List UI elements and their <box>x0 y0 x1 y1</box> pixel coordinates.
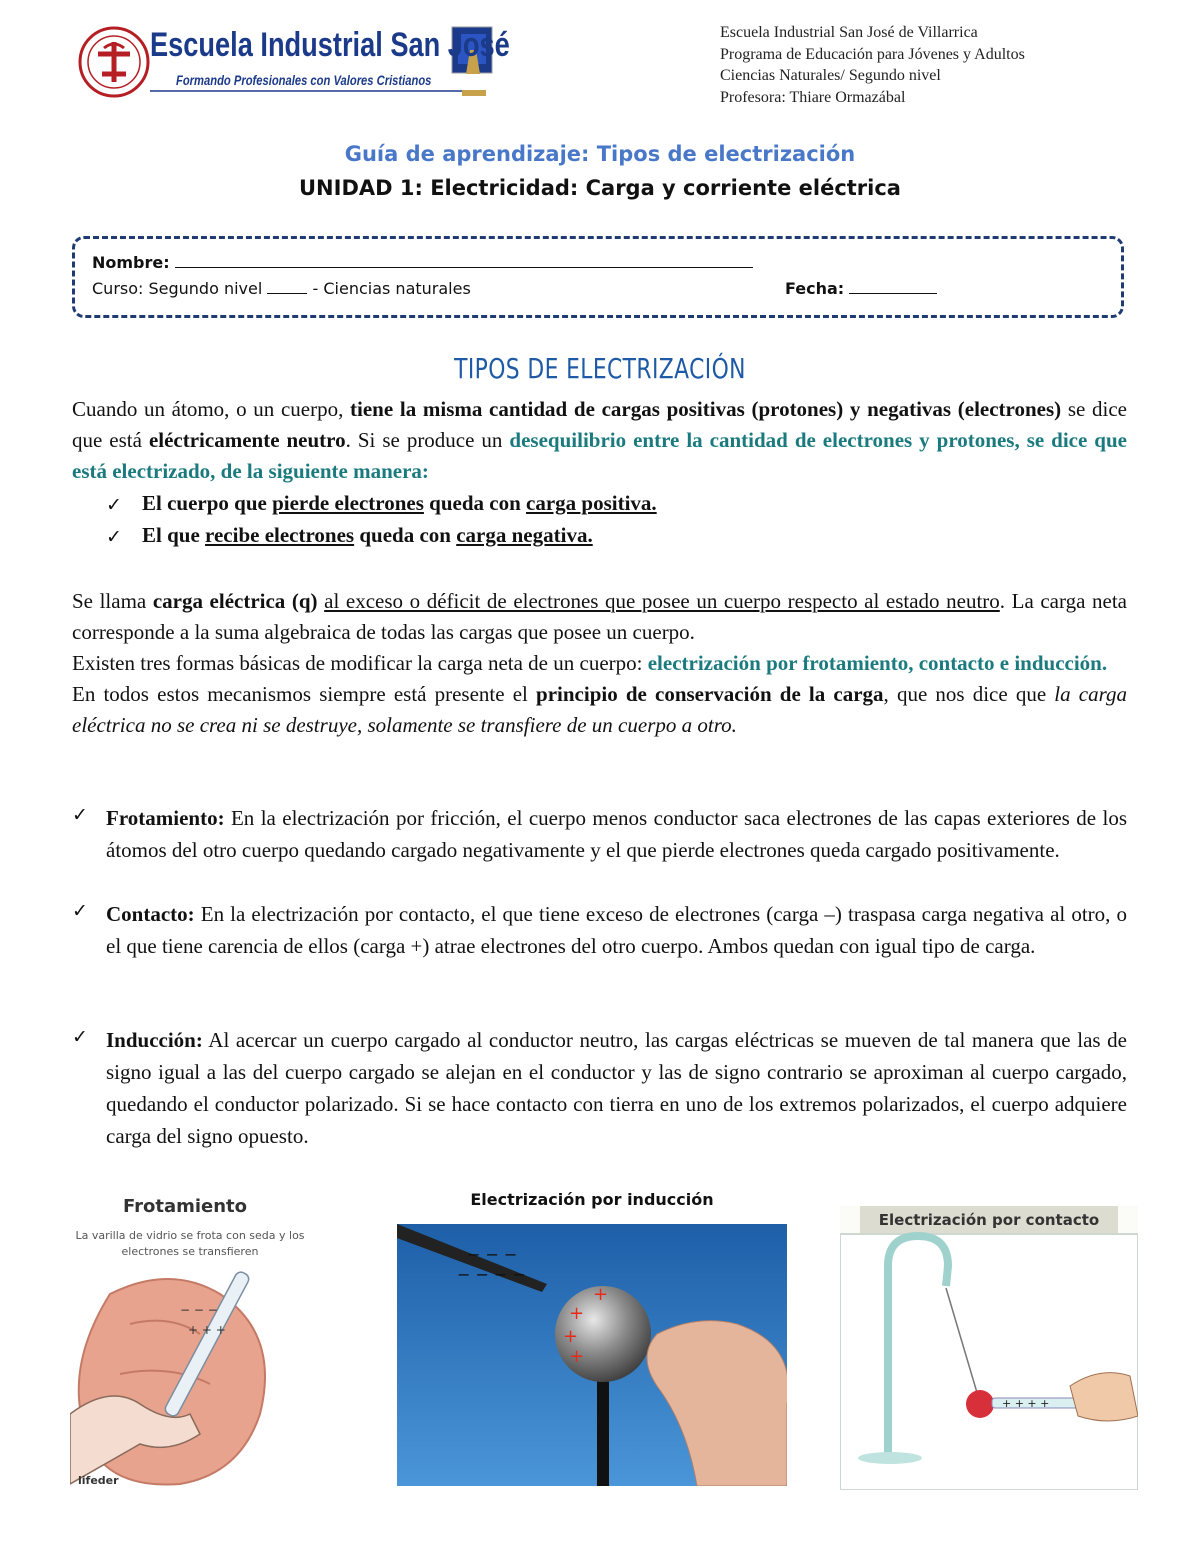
checkmark-icon: ✓ <box>72 804 88 826</box>
svg-text:− − −: − − − <box>180 1303 218 1317</box>
friction-illustration <box>70 1188 320 1488</box>
svg-text:+ + + +: + + + + <box>1002 1397 1050 1410</box>
type-induction <box>72 1024 1127 1152</box>
svg-text:− − −: − − − <box>467 1245 518 1264</box>
type-description: Al acercar un cuerpo cargado al conductor neutro, las cargas eléctricas se mueven de tal manera que las de signo igual a las del cuerpo cargado se alejan en el conductor y las de signo contrario se aproximan al cuerpo cargado, quedando el conductor polarizado. Si se hace contacto con tierra en uno de los extremos polarizados, el cuerpo adquiere carga del signo opuesto. <box>106 1028 1127 1148</box>
teacher-name: Profesora: Thiare Ormazábal <box>720 88 906 106</box>
course-suffix: - Ciencias naturales <box>312 279 471 298</box>
fig3-title: Electrización por contacto <box>878 1211 1100 1229</box>
subject-level: Ciencias Naturales/ Segundo nivel <box>720 67 941 84</box>
course-label: Curso: Segundo nivel <box>92 279 263 298</box>
intro-text: se dice que está <box>72 397 1127 452</box>
conservation-text: , que nos dice que <box>883 682 1055 706</box>
check-underlined: carga positiva. <box>526 491 657 515</box>
student-info-box <box>72 236 1124 318</box>
intro-text: Cuando un átomo, o un cuerpo, <box>72 397 351 421</box>
charge-text: . La carga neta corresponde a la suma algebraica de todas las cargas que posee un cuerpo. <box>72 589 1127 644</box>
check-underlined: recibe electrones <box>205 523 355 547</box>
logo-title: Escuela Industrial San José <box>150 26 510 64</box>
type-description: En la electrización por fricción, el cuerpo menos conductor saca electrones de las capas exteriores de los átomos del otro cuerpo quedando cargado negativamente y el que pierde electrones queda cargado positivamente. <box>106 806 1127 862</box>
check-text: queda con <box>354 523 457 547</box>
checkmark-icon: ✓ <box>106 494 122 516</box>
svg-text:+ + +: + + + <box>188 1323 226 1337</box>
charge-text: Se llama <box>72 589 153 613</box>
conservation-principle: principio de conservación de la carga <box>536 682 884 706</box>
conservation-text: En todos estos mecanismos siempre está presente el <box>72 682 537 706</box>
date-label: Fecha: <box>785 279 845 298</box>
checkmark-icon: ✓ <box>72 900 88 922</box>
svg-text:− − − −: − − − − <box>457 1265 526 1284</box>
methods-text: Existen tres formas básicas de modificar la carga neta de un cuerpo: <box>72 651 648 675</box>
charge-term: carga eléctrica (q) <box>152 589 318 613</box>
name-blank[interactable] <box>175 253 753 268</box>
date-blank[interactable] <box>849 279 937 294</box>
charge-definition: al exceso o déficit de electrones que posee un cuerpo respecto al estado neutro <box>324 589 1000 613</box>
name-field[interactable] <box>92 253 753 272</box>
conservation-statement: la carga eléctrica no se crea ni se destruye, solamente se transfiere de un cuerpo a otro. <box>72 682 1127 737</box>
charge-paragraph <box>72 586 1127 741</box>
fig1-title: Frotamiento <box>122 1196 248 1217</box>
neutral-term: eléctricamente neutro <box>148 428 346 452</box>
checkmark-icon: ✓ <box>106 526 122 548</box>
program-name: Programa de Educación para Jóvenes y Adultos <box>720 45 1025 63</box>
methods-list: electrización por frotamiento, contacto e inducción. <box>647 651 1108 675</box>
type-label: Frotamiento: <box>106 806 225 830</box>
fig1-caption: La varilla de vidrio se frota con seda y los electrones se transfieren <box>75 1229 305 1258</box>
type-friction <box>72 802 1127 898</box>
name-label: Nombre: <box>92 253 170 272</box>
intro-bold: tiene la misma cantidad de cargas positivas (protones) y negativas (electrones) <box>350 397 1062 421</box>
course-field[interactable] <box>92 279 471 298</box>
course-blank[interactable] <box>267 279 307 294</box>
logo-subtitle: Formando Profesionales con Valores Cristianos <box>176 72 432 88</box>
fig2-title: Electrización por inducción <box>470 1190 714 1209</box>
induction-photo <box>397 1224 787 1486</box>
section-title: TIPOS DE ELECTRIZACIÓN <box>454 352 746 385</box>
fig1-credit: lifeder <box>78 1474 119 1487</box>
check-underlined: carga negativa. <box>456 523 593 547</box>
svg-text:+: + <box>569 1303 585 1324</box>
check-text: queda con <box>423 491 527 515</box>
check-underlined: pierde electrones <box>272 491 424 515</box>
school-info <box>720 22 1025 108</box>
school-name: Escuela Industrial San José de Villarrica <box>720 24 978 41</box>
svg-text:+: + <box>593 1284 609 1305</box>
type-description: En la electrización por contacto, el que tiene exceso de electrones (carga –) traspasa carga negativa al otro, o el que tiene carencia de ellos (carga +) atrae electrones del otro cuerpo. Ambos quedan con igual tipo de carga. <box>106 902 1127 958</box>
svg-text:+: + <box>569 1346 585 1367</box>
contact-illustration <box>840 1206 1138 1490</box>
type-label: Contacto: <box>106 902 195 926</box>
svg-text:+: + <box>563 1326 579 1347</box>
intro-paragraph <box>72 394 1127 487</box>
type-contact <box>72 898 1127 994</box>
intro-text: . Si se produce un <box>345 428 510 452</box>
check-text: El que <box>142 523 206 547</box>
imbalance-text: desequilibrio entre la cantidad de electrones y protones, se dice que está electrizado, de la siguiente manera: <box>72 428 1127 483</box>
school-logo <box>78 24 510 102</box>
check-text: El cuerpo que <box>142 491 273 515</box>
guide-title: Guía de aprendizaje: Tipos de electrización <box>344 142 856 166</box>
checkmark-icon: ✓ <box>72 1026 88 1048</box>
type-label: Inducción: <box>106 1028 203 1052</box>
date-field[interactable] <box>785 279 937 298</box>
unit-title: UNIDAD 1: Electricidad: Carga y corriente eléctrica <box>299 176 901 200</box>
